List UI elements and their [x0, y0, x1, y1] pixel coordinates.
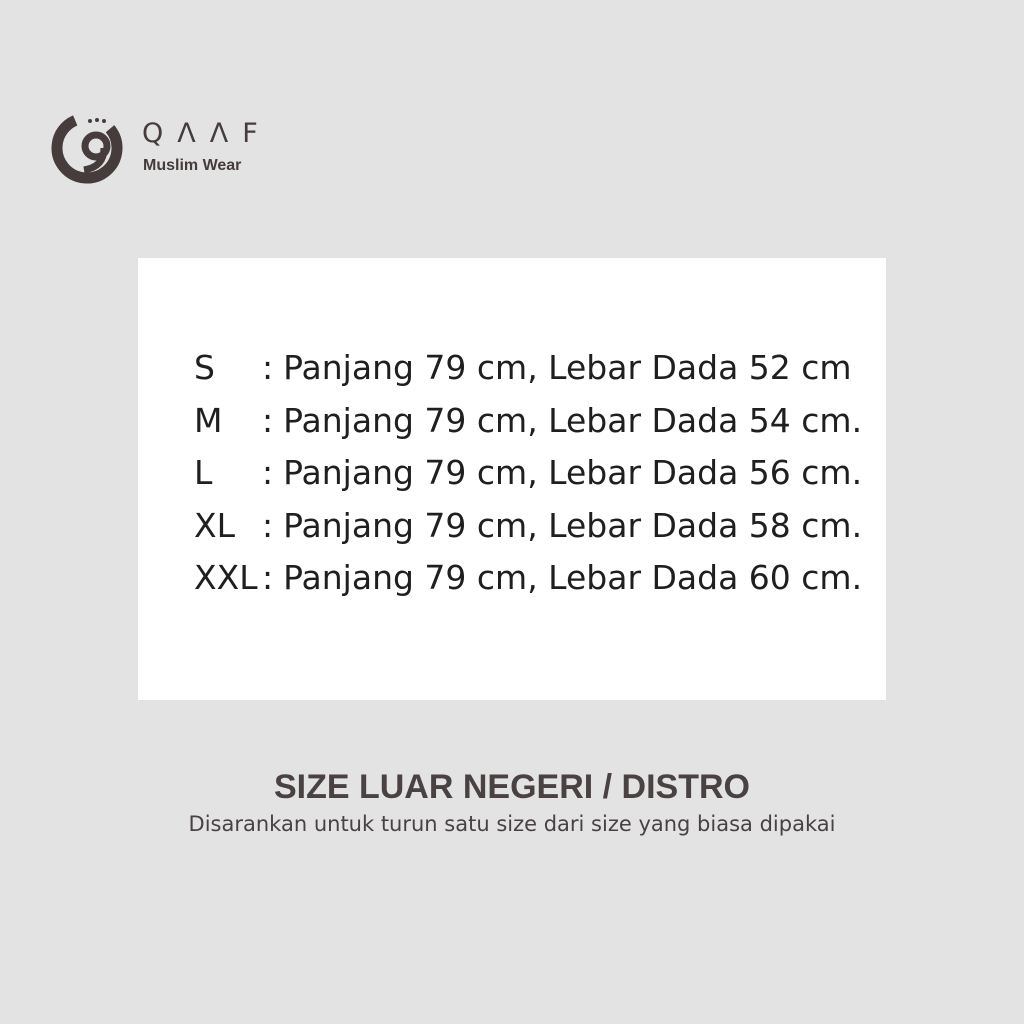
size-chart-card [138, 258, 886, 700]
size-row-xxl [194, 558, 862, 611]
size-description: Panjang 79 cm, Lebar Dada 52 cm [283, 348, 852, 387]
size-separator: : [262, 348, 274, 387]
caption-title: SIZE LUAR NEGERI / DISTRO [273, 768, 751, 806]
size-code: M [194, 400, 223, 440]
brand-name: QΛΛF [142, 118, 272, 149]
size-code: XXL [194, 558, 258, 597]
size-separator: : [262, 505, 274, 545]
size-code: L [194, 453, 213, 492]
size-description: Panjang 79 cm, Lebar Dada 58 cm. [283, 505, 863, 545]
caption-subtitle: Disarankan untuk turun satu size dari size yang biasa dipakai [188, 812, 836, 836]
size-separator: : [262, 558, 274, 597]
size-separator: : [262, 400, 274, 440]
size-row-l [194, 453, 862, 506]
size-separator: : [262, 453, 274, 492]
size-row-m [194, 401, 862, 454]
qaaf-logo-icon [50, 110, 126, 186]
size-description: Panjang 79 cm, Lebar Dada 60 cm. [283, 558, 863, 597]
size-description: Panjang 79 cm, Lebar Dada 54 cm. [283, 400, 863, 440]
brand-logo [50, 110, 320, 190]
size-row-s [194, 348, 862, 401]
brand-tagline: Muslim Wear [143, 157, 242, 174]
size-list [194, 348, 862, 611]
size-code: XL [194, 505, 235, 545]
size-row-xl [194, 506, 862, 559]
size-code: S [194, 348, 215, 387]
size-description: Panjang 79 cm, Lebar Dada 56 cm. [283, 453, 863, 492]
